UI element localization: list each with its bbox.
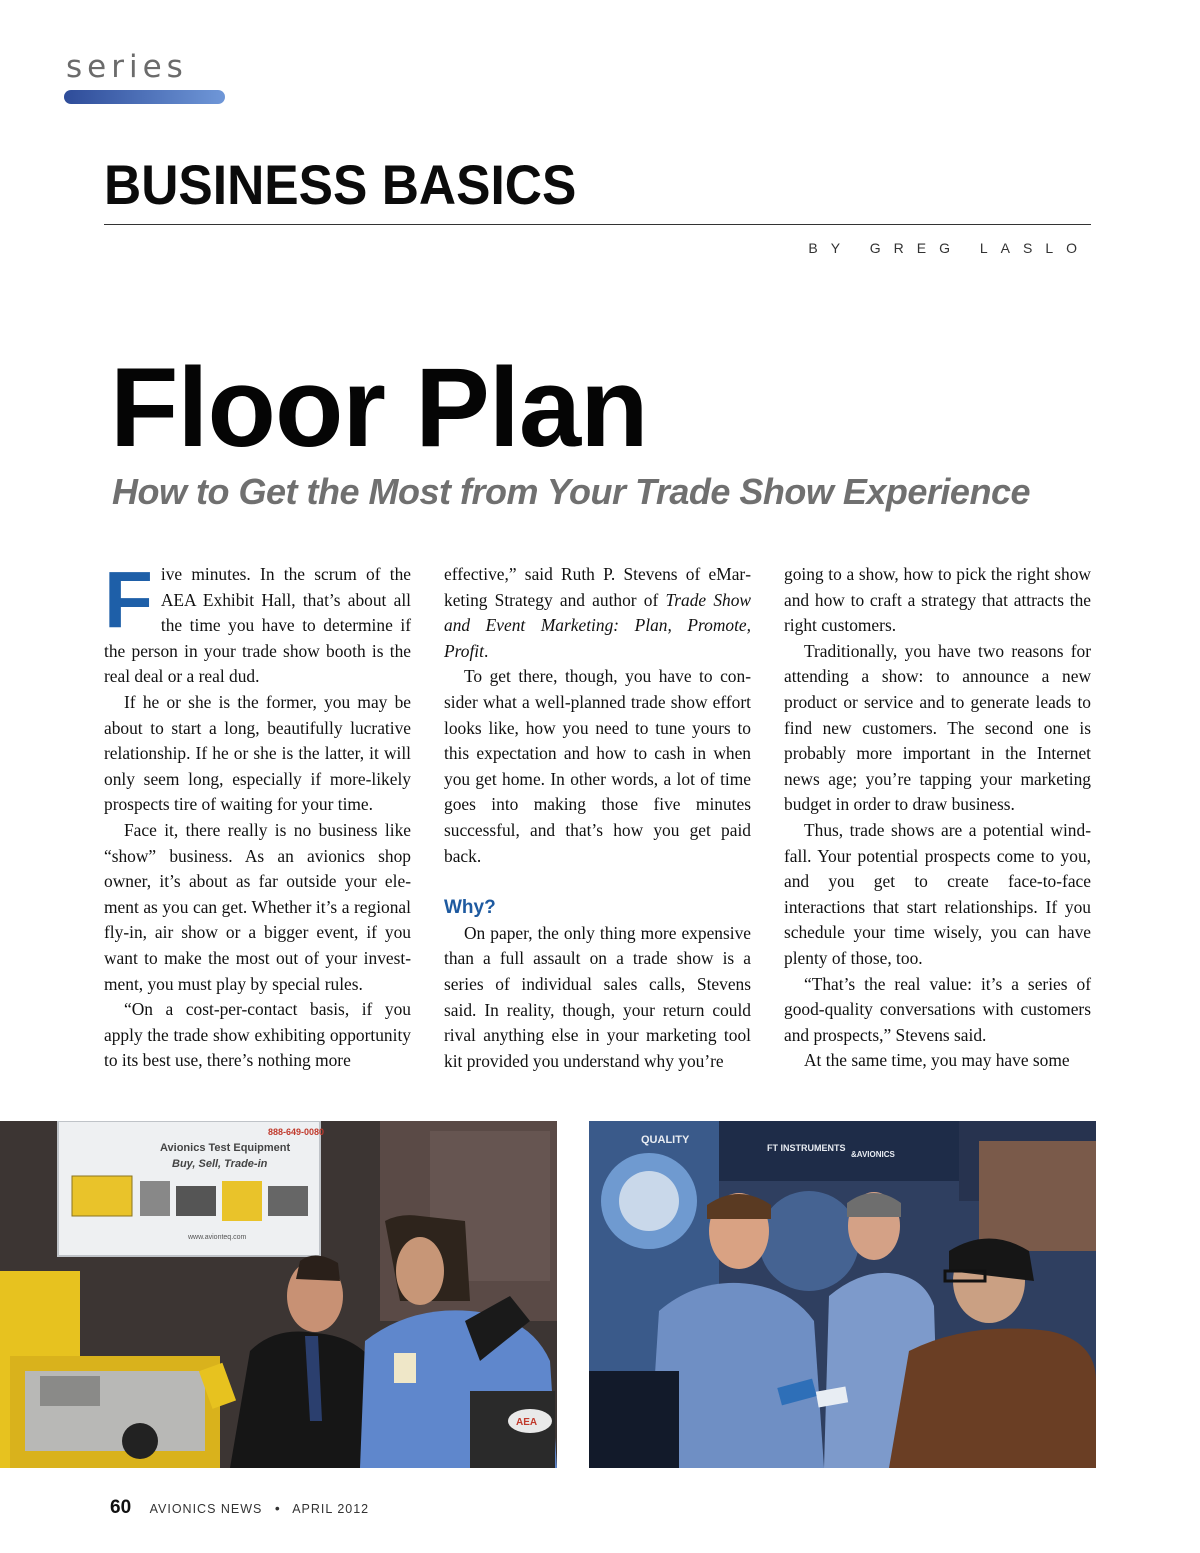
paragraph: To get there, though, you have to consider what a well-planned trade show effort looks like, how you need to tune yours to this expectation and how to cash in when you get home. In other words, a lot of time goes into making those five minutes successful, and that’s how you get paid back.: [444, 666, 751, 866]
photo-test-equipment-booth: [0, 1121, 557, 1468]
page-number: 60: [110, 1497, 132, 1518]
banner-line-1: Avionics Test Equipment: [160, 1142, 291, 1154]
paragraph: On paper, the only thing more expensive than a full assault on a trade show is a series of individual sales calls, Stevens said. In reality, though, your return could rival anything else in your marketing tool kit provided you understand why you’re: [444, 922, 751, 1071]
paragraph: “That’s the real value: it’s a series of good-quality conversations with customers and prospects,” Stevens said.: [784, 973, 1091, 1045]
article-subtitle: How to Get the Most from Your Trade Show Experience: [112, 471, 1030, 512]
section-heading-why: Why?: [444, 897, 496, 919]
section-title: BUSINESS BASICS: [104, 153, 577, 216]
sign-instruments: FT INSTRUMENTS: [767, 1143, 846, 1153]
paragraph-text: effective,” said Ruth P. Stevens of eMarketing Strategy and author of: [444, 564, 751, 610]
photo-right-illustration: [589, 1121, 1096, 1468]
title-rule: [104, 224, 1091, 225]
drop-cap: F: [104, 555, 153, 644]
series-label: series: [66, 49, 188, 85]
banner-url: www.avionteq.com: [188, 1234, 247, 1241]
paragraph: Thus, trade shows are a potential windfall. Your potential prospects come to you, and you get to create face-to-face interactions that start relationships. If you schedule your time wisely, you can have plenty of those, too.: [784, 819, 1091, 968]
sign-quality: QUALITY: [641, 1134, 690, 1146]
sign-avionics: &AVIONICS: [851, 1150, 895, 1159]
issue-date: APRIL 2012: [292, 1502, 370, 1516]
photo-left-illustration: [0, 1121, 557, 1468]
publication-name: AVIONICS NEWS: [149, 1502, 263, 1516]
byline: BY GREG LASLO: [808, 240, 1090, 256]
book-title: Trade Show and Event Marketing: Plan, Promote, Profit: [444, 589, 752, 661]
paragraph: At the same time, you may have some: [804, 1050, 1070, 1071]
article-column-1: [104, 555, 411, 1074]
article-column-3: [784, 562, 1091, 1074]
paragraph: If he or she is the former, you may be about to start a long, beautifully lucrative relationship. If he or she is the latter, it will only seem long, especially if more-likely prospects tire of waiting for your time.: [104, 691, 411, 815]
paragraph: “On a cost-per-contact basis, if you apply the trade show exhibiting opportunity to its best use, there’s nothing more: [104, 999, 411, 1071]
banner-phone: 888-649-0080: [268, 1127, 325, 1137]
series-accent-bar: [64, 90, 225, 104]
page-footer: [110, 1498, 369, 1517]
article-title: Floor Plan: [110, 345, 648, 470]
paragraph: going to a show, how to pick the right show and how to craft a strategy that attracts the right customers.: [784, 564, 1091, 636]
paragraph: [104, 555, 411, 690]
paragraph-text: ive minutes. In the scrum of the AEA Exhibit Hall, that’s about all the time you have to determine if the person in your trade show booth is the real deal or a real dud.: [104, 564, 411, 687]
bag-logo: AEA: [516, 1417, 538, 1428]
paragraph: Traditionally, you have two reasons for attending a show: to announce a new product or service and to generate leads to find new customers. The second one is probably more important in the Internet news age; you’re tapping your marketing budget in order to draw business.: [784, 640, 1091, 815]
paragraph-text: .: [483, 640, 489, 661]
paragraph: Face it, there really is no business like “show” business. As an avionics shop owner, it’s about as far outside your element as you can get. Whether it’s a regional fly-in, air show or a bigger event, if you want to make the most out of your investment, you must play by special rules.: [104, 819, 411, 994]
article-column-2: [444, 562, 751, 1074]
paragraph: [444, 562, 751, 664]
photo-booth-conversation: [589, 1121, 1096, 1468]
banner-line-2: Buy, Sell, Trade-in: [172, 1158, 268, 1170]
footer-separator: •: [274, 1500, 280, 1516]
